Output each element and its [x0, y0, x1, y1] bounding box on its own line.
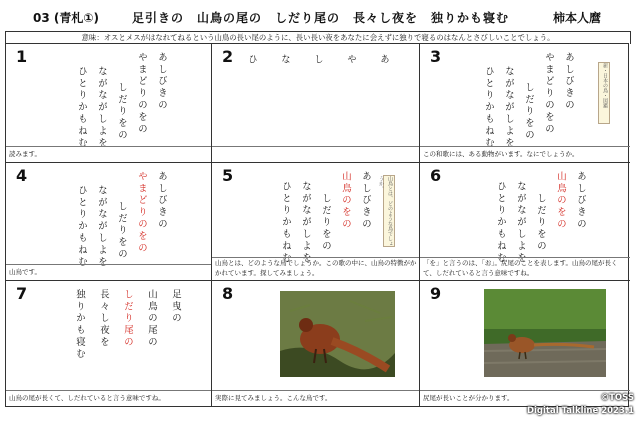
- step-cell-7: [6, 281, 212, 406]
- poem-line-highlight: 山鳥のをの: [555, 171, 566, 231]
- step-number: 5: [222, 166, 234, 185]
- poem-line: あしびきの: [360, 171, 371, 231]
- poem-line: ひとりかもねむ: [483, 66, 494, 150]
- poem-line: ながながしよを: [515, 181, 526, 265]
- poem-line: ひとりかもねむ: [495, 181, 506, 265]
- poem-line: し: [312, 54, 323, 66]
- step-note: 尻尾が長いことが分かります。: [420, 390, 630, 406]
- step-number: 9: [430, 284, 442, 303]
- poem-line: 長々し夜を: [98, 289, 109, 349]
- vertical-poem: [483, 52, 574, 150]
- poem-line-highlight: やまどりのをの: [136, 171, 147, 255]
- page-header: [0, 0, 640, 30]
- poem-line: 山鳥の尾の: [146, 289, 157, 349]
- step-note: 山鳥の尾が長くて、しだれていると言う意味ですね。: [6, 390, 211, 406]
- pheasant-tail-photo: [484, 289, 606, 377]
- vertical-poem: [280, 171, 371, 265]
- poem-line: ひとりかもねむ: [280, 181, 291, 265]
- step-note: 山鳥です。: [6, 264, 211, 280]
- poem-line: しだりをの: [523, 82, 534, 142]
- step-number: 2: [222, 47, 234, 66]
- vertical-poem: [495, 171, 586, 265]
- vertical-poem: [76, 171, 167, 269]
- poem-author: 柿本人麿: [553, 11, 602, 25]
- copyright-text: ©TOSS: [600, 393, 634, 403]
- poem-line: しだりをの: [116, 201, 127, 261]
- poem-line: あ: [378, 54, 389, 66]
- lesson-grid: [5, 43, 629, 407]
- step-note: [212, 146, 419, 162]
- step-number: 7: [16, 284, 28, 303]
- pheasant-image: [484, 289, 606, 377]
- vertical-poem: [246, 54, 389, 66]
- poem-line: ひとりかもねむ: [76, 185, 87, 269]
- poem-line: ながながしよを: [300, 181, 311, 265]
- step-number: 6: [430, 166, 442, 185]
- vertical-poem: [76, 52, 167, 150]
- poem-line-highlight: 山鳥のをの: [340, 171, 351, 231]
- poem-line: ながながしよを: [96, 66, 107, 150]
- poem-line-highlight: しだり尾の: [122, 289, 133, 349]
- poem-line: ながながしよを: [503, 66, 514, 150]
- poem-line: ながながしよを: [96, 185, 107, 269]
- question-label: 山鳥とは、どのような鳥でしょうか。: [378, 176, 393, 246]
- step-number: 8: [222, 284, 234, 303]
- step-cell-2: [212, 44, 420, 163]
- poem-line: やまどりのをの: [136, 52, 147, 136]
- poem-line: しだりをの: [116, 82, 127, 142]
- step-note: 山鳥とは、どのような鳥でしょうか。この歌の中に、山鳥の特徴がかかれています。探してみましょう。: [212, 257, 419, 280]
- step-note: 実際に見てみましょう。こんな鳥です。: [212, 390, 419, 406]
- vertical-poem: [74, 289, 181, 361]
- step-number: 3: [430, 47, 442, 66]
- poem-line: ひ: [246, 54, 257, 66]
- poem-title: 足引きの 山鳥の尾の しだり尾の 長々し夜を 独りかも寝む: [132, 11, 510, 25]
- step-cell-4: [6, 163, 212, 281]
- poem-line: な: [279, 54, 290, 66]
- poem-line: しだりをの: [320, 193, 331, 253]
- step-cell-3: [420, 44, 630, 163]
- poem-line: ひとりかもねむ: [76, 66, 87, 150]
- poem-line: やまどりのをの: [543, 52, 554, 136]
- step-cell-1: [6, 44, 212, 163]
- card-number: 03 (青札①): [33, 11, 100, 25]
- step-number: 1: [16, 47, 28, 66]
- step-cell-9: [420, 281, 630, 406]
- reference-label: 新・日本の鳥・図鑑: [598, 62, 610, 124]
- poem-line: あしびきの: [563, 52, 574, 112]
- poem-meaning: 意味：オスとメスがはなれてねるという山鳥の長い尾のように、長い長い夜をあなたに会えずに独りで寝るのはなんとさびしいことでしょう。: [5, 31, 631, 44]
- poem-line: あしびきの: [575, 171, 586, 231]
- step-cell-5: [212, 163, 420, 281]
- step-cell-6: [420, 163, 630, 281]
- poem-line: あしびきの: [156, 171, 167, 231]
- step-number: 4: [16, 166, 28, 185]
- poem-line: や: [345, 54, 356, 66]
- step-note: 読みます。: [6, 146, 211, 162]
- step-note: 「を」と言うのは、「お」。尻尾のことを表します。山鳥の尾が長くて、しだれていると言う意味ですね。: [420, 257, 630, 280]
- poem-line: 独りかも寝む: [74, 289, 85, 361]
- poem-line: 足曳の: [170, 289, 181, 325]
- poem-line: しだりをの: [535, 193, 546, 253]
- poem-line: あしびきの: [156, 52, 167, 112]
- pheasant-image: [280, 291, 395, 377]
- step-note: この和歌には、ある動物がいます。なにでしょうか。: [420, 146, 630, 162]
- step-cell-8: [212, 281, 420, 406]
- copper-pheasant-photo: [280, 291, 395, 377]
- brand-text: Digital Talkline 2023.1: [526, 406, 634, 416]
